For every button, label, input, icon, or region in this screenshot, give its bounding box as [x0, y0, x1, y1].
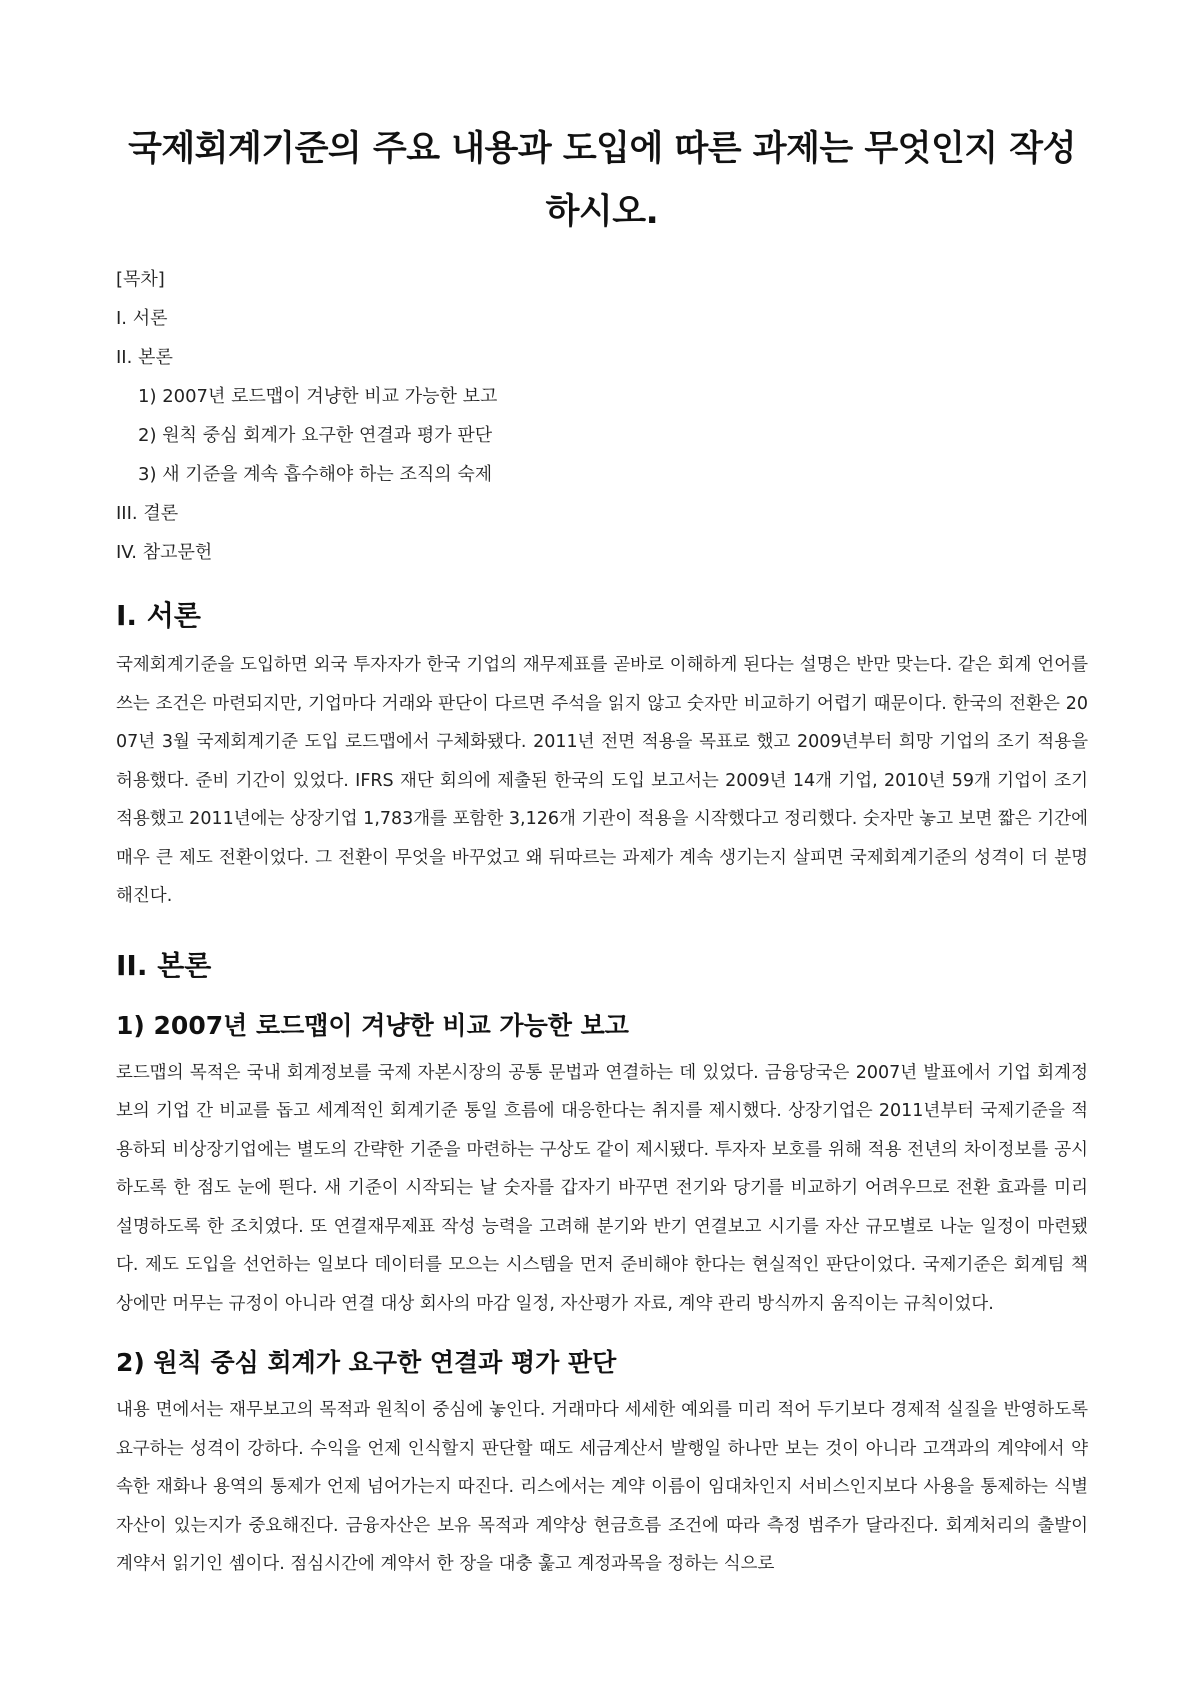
toc-label: [목차] — [116, 269, 165, 290]
body-heading: II. 본론 — [116, 948, 212, 982]
document-title: 국제회계기준의 주요 내용과 도입에 따른 과제는 무엇인지 작성하시오. — [128, 129, 1076, 232]
toc-item-references: IV. 참고문헌 — [116, 542, 213, 563]
body-sub1-paragraph: 로드맵의 목적은 국내 회계정보를 국제 자본시장의 공통 문법과 연결하는 데 있었다. 금융당국은 2007년 발표에서 기업 회계정보의 기업 간 비교를 돕고 세계적인 회계기준 통일 흐름에 대응한다는 취지를 제시했다. 상장기업은 2011년부터 국제기준을 적용하되 비상장기업에는 별도의 간략한 기준을 마련하는 구상도 같이 제시됐다. 투자자 보호를 위해 적용 전년의 차이정보를 공시하도록 한 점도 눈에 띈다. 새 기준이 시작되는 날 숫자를 갑자기 바꾸면 전기와 당기를 비교하기 어려우므로 전환 효과를 미리 설명하도록 한 조치였다. 또 연결재무제표 작성 능력을 고려해 분기와 반기 연결보고 시기를 자산 규모별로 나눈 일정이 마련됐다. 제도 도입을 선언하는 일보다 데이터를 모으는 시스템을 먼저 준비해야 한다는 현실적인 판단이었다. 국제기준은 회계팀 책상에만 머무는 규정이 아니라 연결 대상 회사의 마감 일정, 자산평가 자료, 계약 관리 방식까지 움직이는 규칙이었다. — [116, 1062, 1088, 1314]
table-of-contents — [116, 260, 1088, 572]
toc-item-intro: I. 서론 — [116, 308, 168, 329]
toc-item-body-2: 2) 원칙 중심 회계가 요구한 연결과 평가 판단 — [138, 425, 493, 446]
intro-paragraph: 국제회계기준을 도입하면 외국 투자자가 한국 기업의 재무제표를 곧바로 이해하게 된다는 설명은 반만 맞는다. 같은 회계 언어를 쓰는 조건은 마련되지만, 기업마다 거래와 판단이 다르면 주석을 읽지 않고 숫자만 비교하기 어렵기 때문이다. 한국의 전환은 2007년 3월 국제회계기준 도입 로드맵에서 구체화됐다. 2011년 전면 적용을 목표로 했고 2009년부터 희망 기업의 조기 적용을 허용했다. 준비 기간이 있었다. IFRS 재단 회의에 제출된 한국의 도입 보고서는 2009년 14개 기업, 2010년 59개 기업이 조기 적용했고 2011년에는 상장기업 1,783개를 포함한 3,126개 기관이 적용을 시작했다고 정리했다. 숫자만 놓고 보면 짧은 기간에 매우 큰 제도 전환이었다. 그 전환이 무엇을 바꾸었고 왜 뒤따르는 과제가 계속 생기는지 살피면 국제회계기준의 성격이 더 분명해진다. — [116, 655, 1088, 906]
toc-item-body: II. 본론 — [116, 347, 173, 368]
body-sub2-paragraph: 내용 면에서는 재무보고의 목적과 원칙이 중심에 놓인다. 거래마다 세세한 예외를 미리 적어 두기보다 경제적 실질을 반영하도록 요구하는 성격이 강하다. 수익을 언제 인식할지 판단할 때도 세금계산서 발행일 하나만 보는 것이 아니라 고객과의 계약에서 약속한 재화나 용역의 통제가 언제 넘어가는지 따진다. 리스에서는 계약 이름이 임대차인지 서비스인지보다 사용을 통제하는 식별 자산이 있는지가 중요해진다. 금융자산은 보유 목적과 계약상 현금흐름 조건에 따라 측정 범주가 달라진다. 회계처리의 출발이 계약서 읽기인 셈이다. 점심시간에 계약서 한 장을 대충 훑고 계정과목을 정하는 식으로 — [116, 1400, 1088, 1574]
toc-item-conclusion: III. 결론 — [116, 503, 179, 524]
body-sub1-heading: 1) 2007년 로드맵이 겨냥한 비교 가능한 보고 — [116, 1010, 629, 1040]
body-sub2-heading: 2) 원칙 중심 회계가 요구한 연결과 평가 판단 — [116, 1348, 617, 1377]
toc-item-body-1: 1) 2007년 로드맵이 겨냥한 비교 가능한 보고 — [138, 386, 498, 407]
intro-heading: I. 서론 — [116, 599, 201, 632]
toc-item-body-3: 3) 새 기준을 계속 흡수해야 하는 조직의 숙제 — [138, 464, 493, 485]
